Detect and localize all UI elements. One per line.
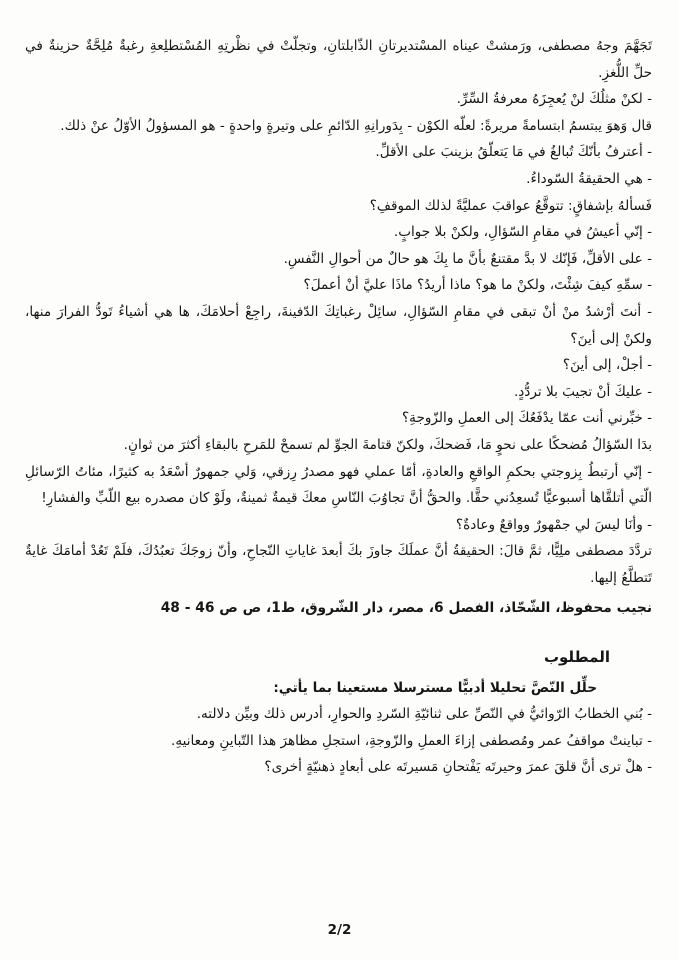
narrative-line: - خبِّرني أنت عمّا يدْفَعُكَ إلى العملِ والزّوجةِ؟ — [401, 410, 652, 427]
narrative-line: - لكنْ مثلُكَ لنْ يُعجِزَهُ معرفةُ السِّرِّ. — [456, 91, 652, 108]
narrative-line: - هي الحقيقةُ السّوداءُ. — [526, 170, 652, 187]
narrative-line: - إنّي أعيشُ في مقامِ السّؤالِ، ولكنْ بلا جوابٍ. — [393, 224, 652, 241]
requirement-item: - هلْ ترى أنَّ قلقَ عمرَ وحيرتَه يَفْتحانِ مَسيرتَه على أبعادٍ ذهنيّةٍ أخرى؟ — [264, 759, 652, 776]
narrative-line: - إنّي أرتبطُ بِزوجتي بحكمِ الواقعِ والعادةِ، أمّا عملي فهو مصدرُ رِزقي، وَلي جمهورٌ أسْعَدُ به كثيرًا، مئاتُ الرّسائلِ الّتي أتلقَّاها أسبوعيًّا تُسعِدُني حقًّا. والحقُّ أنَّ تجاوُبَ النّاسِ معكَ قيمةٌ ثمينةٌ، ولَوْ كان مصدره بيع اللّبِّ والفشارِ! — [25, 463, 652, 507]
narrative-line: - عليكَ أنْ تجيبَ بلا تردُّدٍ. — [513, 383, 652, 400]
requirement-item: - تباينتْ مواقفُ عمر ومُصطفى إزاءَ العملِ والزّوجةِ، استجلِ مظاهرَ هذا التّباينِ ومعانيهِ. — [171, 732, 652, 749]
narrative-line: قال وَهوَ يبتسمُ ابتسامةً مريرةً: لعلّه الكوْن - بِدَورانِهِ الدّائمِ على وتيرةٍ واحدةٍ - هو المسؤولُ الأوّلُ عنْ ذلك. — [60, 117, 652, 134]
narrative-line: - أنتَ أرْشدُ منْ أنْ تبقى في مقامِ السّؤالِ، سائِلْ رغباتِكَ الدّفينةَ، راجِعْ أحلامَكَ، ها هي أشياءُ تَودُّ الفرارَ منها، ولكنْ إلى أينَ؟ — [25, 303, 652, 347]
requirement-item: - بُني الخطابُ الرّوائيُّ في النّصِّ على ثنائيّةِ السّردِ والحوارِ، أدرس ذلك وبيِّن دلالته. — [196, 706, 652, 723]
requirements-heading: المطلوب — [543, 648, 610, 667]
narrative-line: - وأنَا ليسَ لي جمْهورٌ وواقعٌ وعادةٌ؟ — [455, 516, 652, 533]
narrative-line: تردَّدَ مصطفى ملِيًّا، ثمَّ قالَ: الحقيقةُ أنَّ عملَكَ جاوزَ بكَ أبعدَ غاياتِ النّجاحِ، وأنّ زوجَكَ تعبُدُكَ، فلَمْ تَعُدْ أمامَكَ غايةٌ تَتطلَّعُ إليها. — [25, 543, 652, 586]
narrative-line: بدَا السّؤالُ مُضحكًا على نحوٍ مَا، فَضحكَ، ولكنّ قتامةَ الجوِّ لم تسمحْ للمَرحِ بالبقاءِ أكثرَ من ثوانٍ. — [123, 436, 652, 453]
narrative-line: فَسألهُ بإشفاقٍ: تتوقَّعُ عواقبَ عمليَّةً لذلك الموقفِ؟ — [369, 197, 652, 214]
requirements-instruction: حلِّل النّصَّ تحليلا أدبيًّا مسترسلا مستعينا بما يأتي: — [273, 679, 597, 696]
page-number: 2/2 — [327, 922, 352, 938]
narrative-line: تَجَهَّمَ وجهُ مصطفى، ورَمشتْ عيناه المسْتديرتانِ الذّابلتانِ، وتجلّتْ في نظْرتِهِ المُسْتطلِعةِ رغبةٌ مُلِحَّةٌ حزينةٌ في حلِّ اللُّغزِ. — [25, 38, 652, 81]
narrative-line: - أعترفُ بأنّكَ تُبالغُ في مَا يَتعلّقُ بزينبَ على الأقلِّ. — [375, 144, 652, 161]
document-body — [25, 33, 652, 781]
source-citation: نجيب محفوظ، الشّحّاذ، الفصل 6، مصر، دار الشّروق، ط1، ص ص 46 - 48 — [160, 600, 652, 617]
narrative-line: - على الأقلِّ، فَإنّك لا بدَّ مقتنعٌ بأنَّ ما بِكَ هو حالٌ من أحوالِ النَّفسِ. — [283, 250, 652, 267]
text-excerpt — [25, 33, 652, 591]
narrative-line: - أجلْ، إلى أينَ؟ — [562, 357, 652, 374]
requirements-section — [25, 644, 652, 781]
narrative-line: - سمِّهِ كيفَ شِئْتَ، ولكنْ ما هو؟ ماذا أريدُ؟ ماذَا عليَّ أنْ أعملَ؟ — [303, 277, 652, 294]
